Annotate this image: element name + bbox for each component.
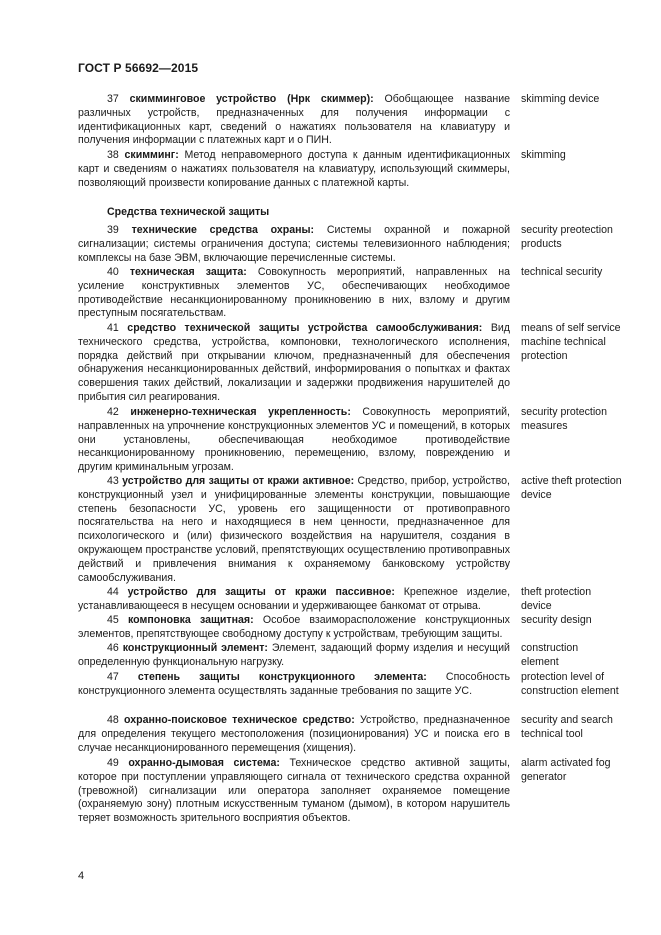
english-term-48: security and search technical tool [521, 714, 613, 740]
term-entry-38: 38 скимминг: Метод неправомерного доступа к данным идентификационных карт и сведениям о нажатиях пользователя на клавиатуру, использующий скиммеры, позволяющий произвести копирование данных с платежной карты. [78, 149, 510, 189]
section-title: Средства технической защиты [107, 206, 270, 218]
term-entry-43: 43 устройство для защиты от кражи активное: Средство, прибор, устройство, конструкционный узел и унифицированные элементы конструкции, повышающие степень безопасности УС, уровень его защищенности от противоправного посягательства на него и находящиеся в нем ценности, предназначенное для психологического и (или) физического воздействия на нарушителя, создания в окружающем пространстве условий, препятствующих осуществлению противоправных действий и привлечения внимания к охраняемому банковскому устройству самообслуживания. [78, 475, 510, 584]
english-term-40: technical security [521, 266, 603, 278]
english-term-41: means of self service machine technical protection [521, 322, 621, 362]
english-term-45: security design [521, 614, 592, 626]
term-entry-40: 40 техническая защита: Совокупность мероприятий, направленных на усиление конструктивных элементов УС, обеспечивающих необходимое противодействие несанкционированному проникновению в них, взлому и другим преступным посягательствам. [78, 266, 511, 320]
document-header: ГОСТ Р 56692—2015 [78, 61, 199, 75]
english-term-46: construction element [521, 642, 579, 668]
term-entry-37: 37 скимминговое устройство (Нрк скиммер): Обобщающее название различных устройств, предназначенных для получения информации с идентификационных карт, сведений о нажатиях пользователя на клавиатуру и получения информации с платежных карт и о ПИН. [78, 93, 510, 147]
term-entry-45: 45 компоновка защитная: Особое взаиморасположение конструкционных элементов, препятствующее свободному доступу к устройствам, требующим защиты. [78, 614, 510, 640]
english-term-47: protection level of construction element [521, 671, 619, 697]
page-number: 4 [78, 870, 85, 882]
term-entry-42: 42 инженерно-техническая укрепленность: Совокупность мероприятий, направленных на упрочнение конструкционных элементов УС и помещений, в которых они установлены, обеспечивающая необходимое противодействие несанкционированному проникновению, перемещению, взлому, повреждению и другим криминальным угрозам. [78, 406, 510, 474]
english-term-37: skimming device [521, 93, 600, 105]
english-term-39: security preotection products [521, 224, 613, 250]
english-term-44: theft protection device [521, 586, 592, 612]
term-entry-49: 49 охранно-дымовая система: Техническое средство активной защиты, которое при поступлении управляющего сигнала от технического средства охранной (тревожной) сигнализации или оператора заполняет охраняемое помещение (охраняемую зону) плотным искусственным туманом (дымом), в котором нарушитель теряет возможность зрительного восприятия объектов. [78, 757, 510, 825]
term-entry-39: 39 технические средства охраны: Системы охранной и пожарной сигнализации; системы ограничения доступа; системы телевизионного наблюдения; комплексы на базе ЭВМ, включающие перечисленные системы. [78, 224, 510, 264]
term-entry-48: 48 охранно-поисковое техническое средство: Устройство, предназначенное для определения текущего местоположения (позиционирования) УС и поиска его в случае несанкционированного перемещения (хищения). [78, 714, 510, 754]
term-entry-41: 41 средство технической защиты устройства самообслуживания: Вид технического средства, устройства, компоновки, технологического исполнения, порядка действий при открывании ключом, предназначенный для обеспечения обнаружения несанкционированных действий, информирования о попытках и фактах совершения таких действий, локализации и задержки продвижения нарушителей до прибытия сил реагирования. [78, 322, 510, 403]
english-term-38: skimming [521, 149, 566, 161]
english-term-49: alarm activated fog generator [521, 757, 611, 783]
term-entry-46: 46 конструкционный элемент: Элемент, задающий форму изделия и несущий определенную функциональную нагрузку. [78, 642, 510, 668]
english-term-42: security protection measures [521, 406, 607, 432]
english-term-43: active theft protection device [521, 475, 622, 501]
term-entry-44: 44 устройство для защиты от кражи пассивное: Крепежное изделие, устанавливающееся в несущем основании и удерживающее банкомат от отрыва. [78, 586, 511, 612]
term-entry-47: 47 степень защиты конструкционного элемента: Способность конструкционного элемента осуществлять заданные требования по защите УС. [78, 671, 510, 697]
